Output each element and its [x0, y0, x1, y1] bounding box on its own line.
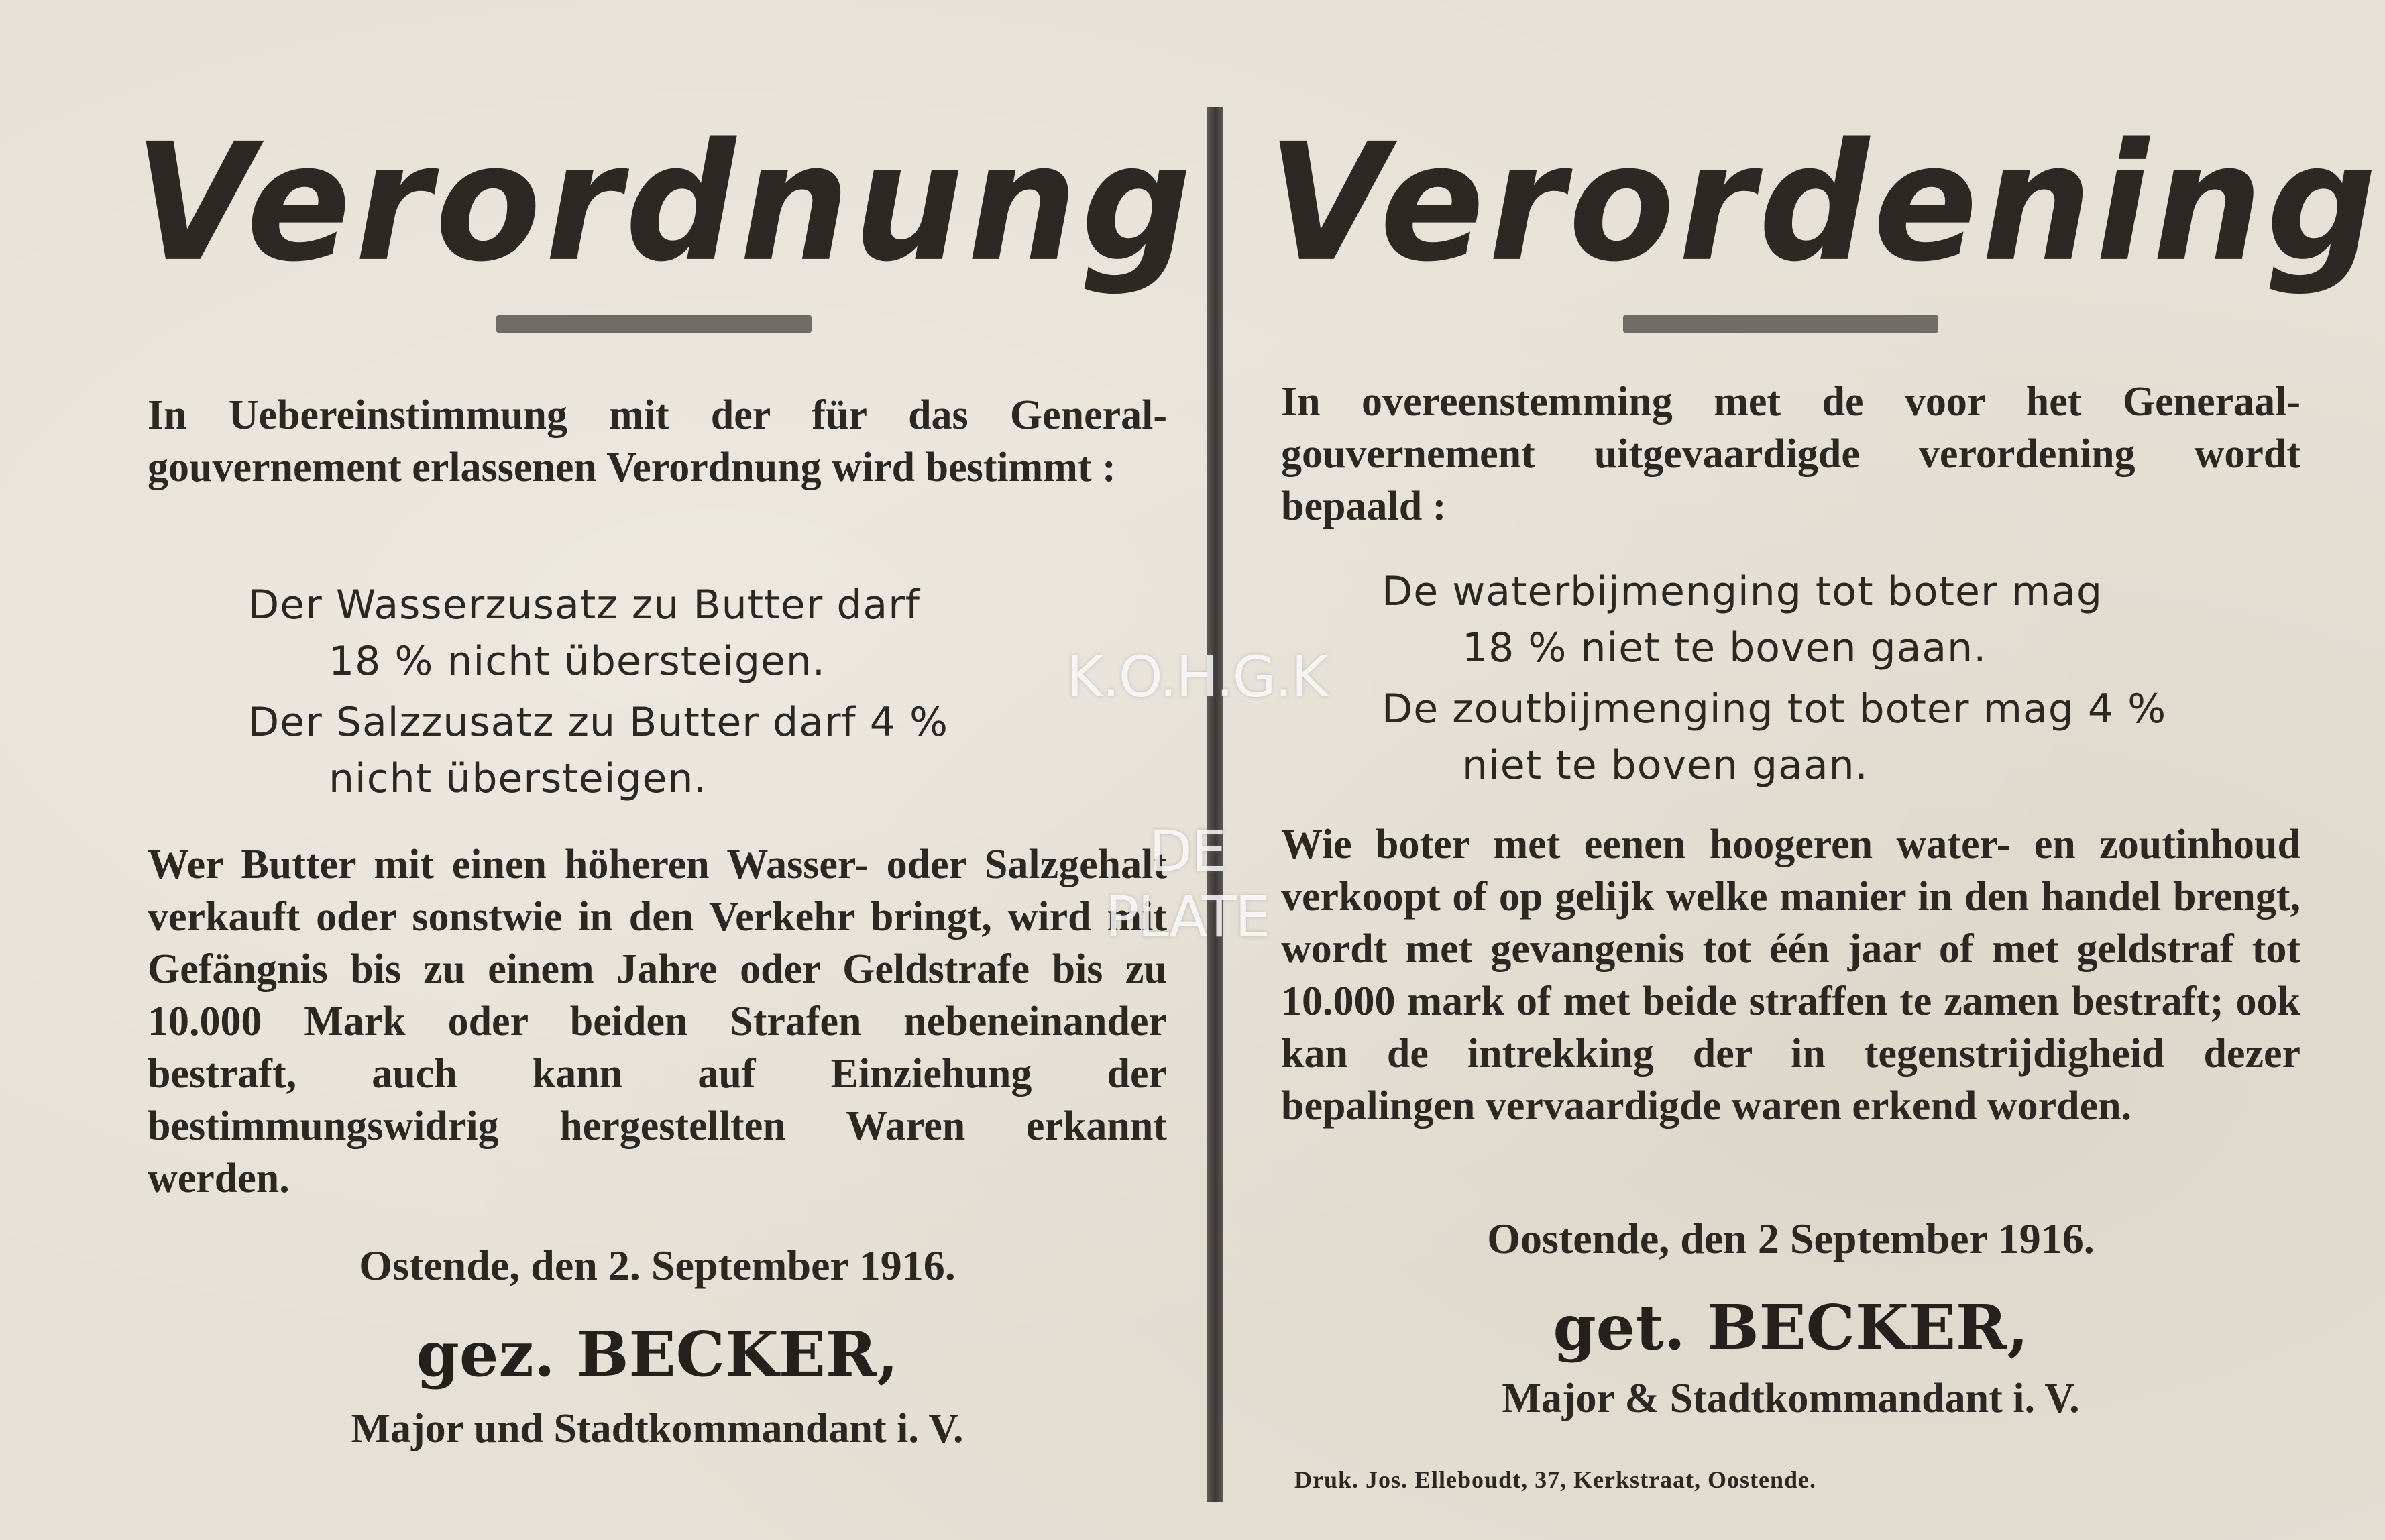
dutch-rank: Major & Stadtkommandant i. V. [1502, 1376, 2080, 1421]
german-penalty: Wer Butter mit einen höheren Wasser- oder Salzgehalt verkauft oder sonstwie in den Verkehr bringt, wird mit Gefängnis bis zu einem Jahre oder Geldstrafe bis zu 10.000 Mark oder beiden Strafen nebeneinander bestraft, auch kann auf Einziehung der bestimmungswidrig hergestellten Waren erkannt werden. [148, 842, 1167, 1201]
dutch-date: Oostende, den 2 September 1916. [1487, 1215, 2095, 1262]
german-rule-water-line2: 18 % nicht übersteigen. [329, 638, 826, 685]
dutch-rule-salt-line2: niet te boven gaan. [1462, 742, 1869, 789]
dutch-column [1268, 0, 2381, 1540]
dutch-rule-salt-line1: De zoutbijmenging tot boter mag 4 % [1382, 685, 2167, 732]
dutch-signature: get. BECKER, [1553, 1291, 2029, 1364]
german-rule-water [248, 577, 1160, 690]
watermark-line2: DE PLATE [1105, 818, 1270, 950]
dutch-intro: In overeenstemming met de voor het Generaal-gouvernement uitgevaardigde verordening wordt bepaald : [1281, 379, 2300, 529]
german-rule-water-line1: Der Wasserzusatz zu Butter darf [248, 582, 920, 628]
dutch-title: Verordening [1268, 109, 2381, 298]
german-signature: gez. BECKER, [416, 1318, 899, 1390]
dutch-penalty: Wie boter met eenen hoogeren water- en zoutinhoud verkoopt of op gelijk welke manier in den handel brengt, wordt met gevangenis tot één jaar of met geldstraf tot 10.000 mark of met beide straffen te zamen bestraft; ook kan de intrekking der in tegenstrijdigheid dezer bepalingen vervaardigde waren erkend worden. [1281, 822, 2300, 1129]
german-date: Ostende, den 2. September 1916. [359, 1242, 956, 1289]
dutch-rule-salt [1382, 681, 2294, 793]
column-divider [1207, 107, 1223, 1502]
dutch-rule-water-line2: 18 % niet te boven gaan. [1462, 624, 1987, 671]
german-title-underline [496, 315, 812, 333]
german-rank: Major und Stadtkommandant i. V. [351, 1406, 964, 1451]
german-rule-salt [248, 694, 1160, 807]
dutch-title-underline [1623, 315, 1938, 333]
dutch-rule-water-line1: De waterbijmenging tot boter mag [1382, 568, 2103, 615]
german-intro: In Uebereinstimmung mit der für das General-gouvernement erlassenen Verordnung wird bestimmt : [148, 392, 1167, 490]
german-rule-salt-line2: nicht übersteigen. [329, 755, 708, 802]
printer-imprint: Druk. Jos. Elleboudt, 37, Kerkstraat, Oostende. [1294, 1466, 1817, 1493]
german-rule-salt-line1: Der Salzzusatz zu Butter darf 4 % [248, 699, 948, 746]
dutch-rule-water [1382, 563, 2294, 676]
watermark-line1: K.O.H.G.K [1066, 644, 1327, 710]
german-title: Verordnung [134, 109, 1196, 298]
